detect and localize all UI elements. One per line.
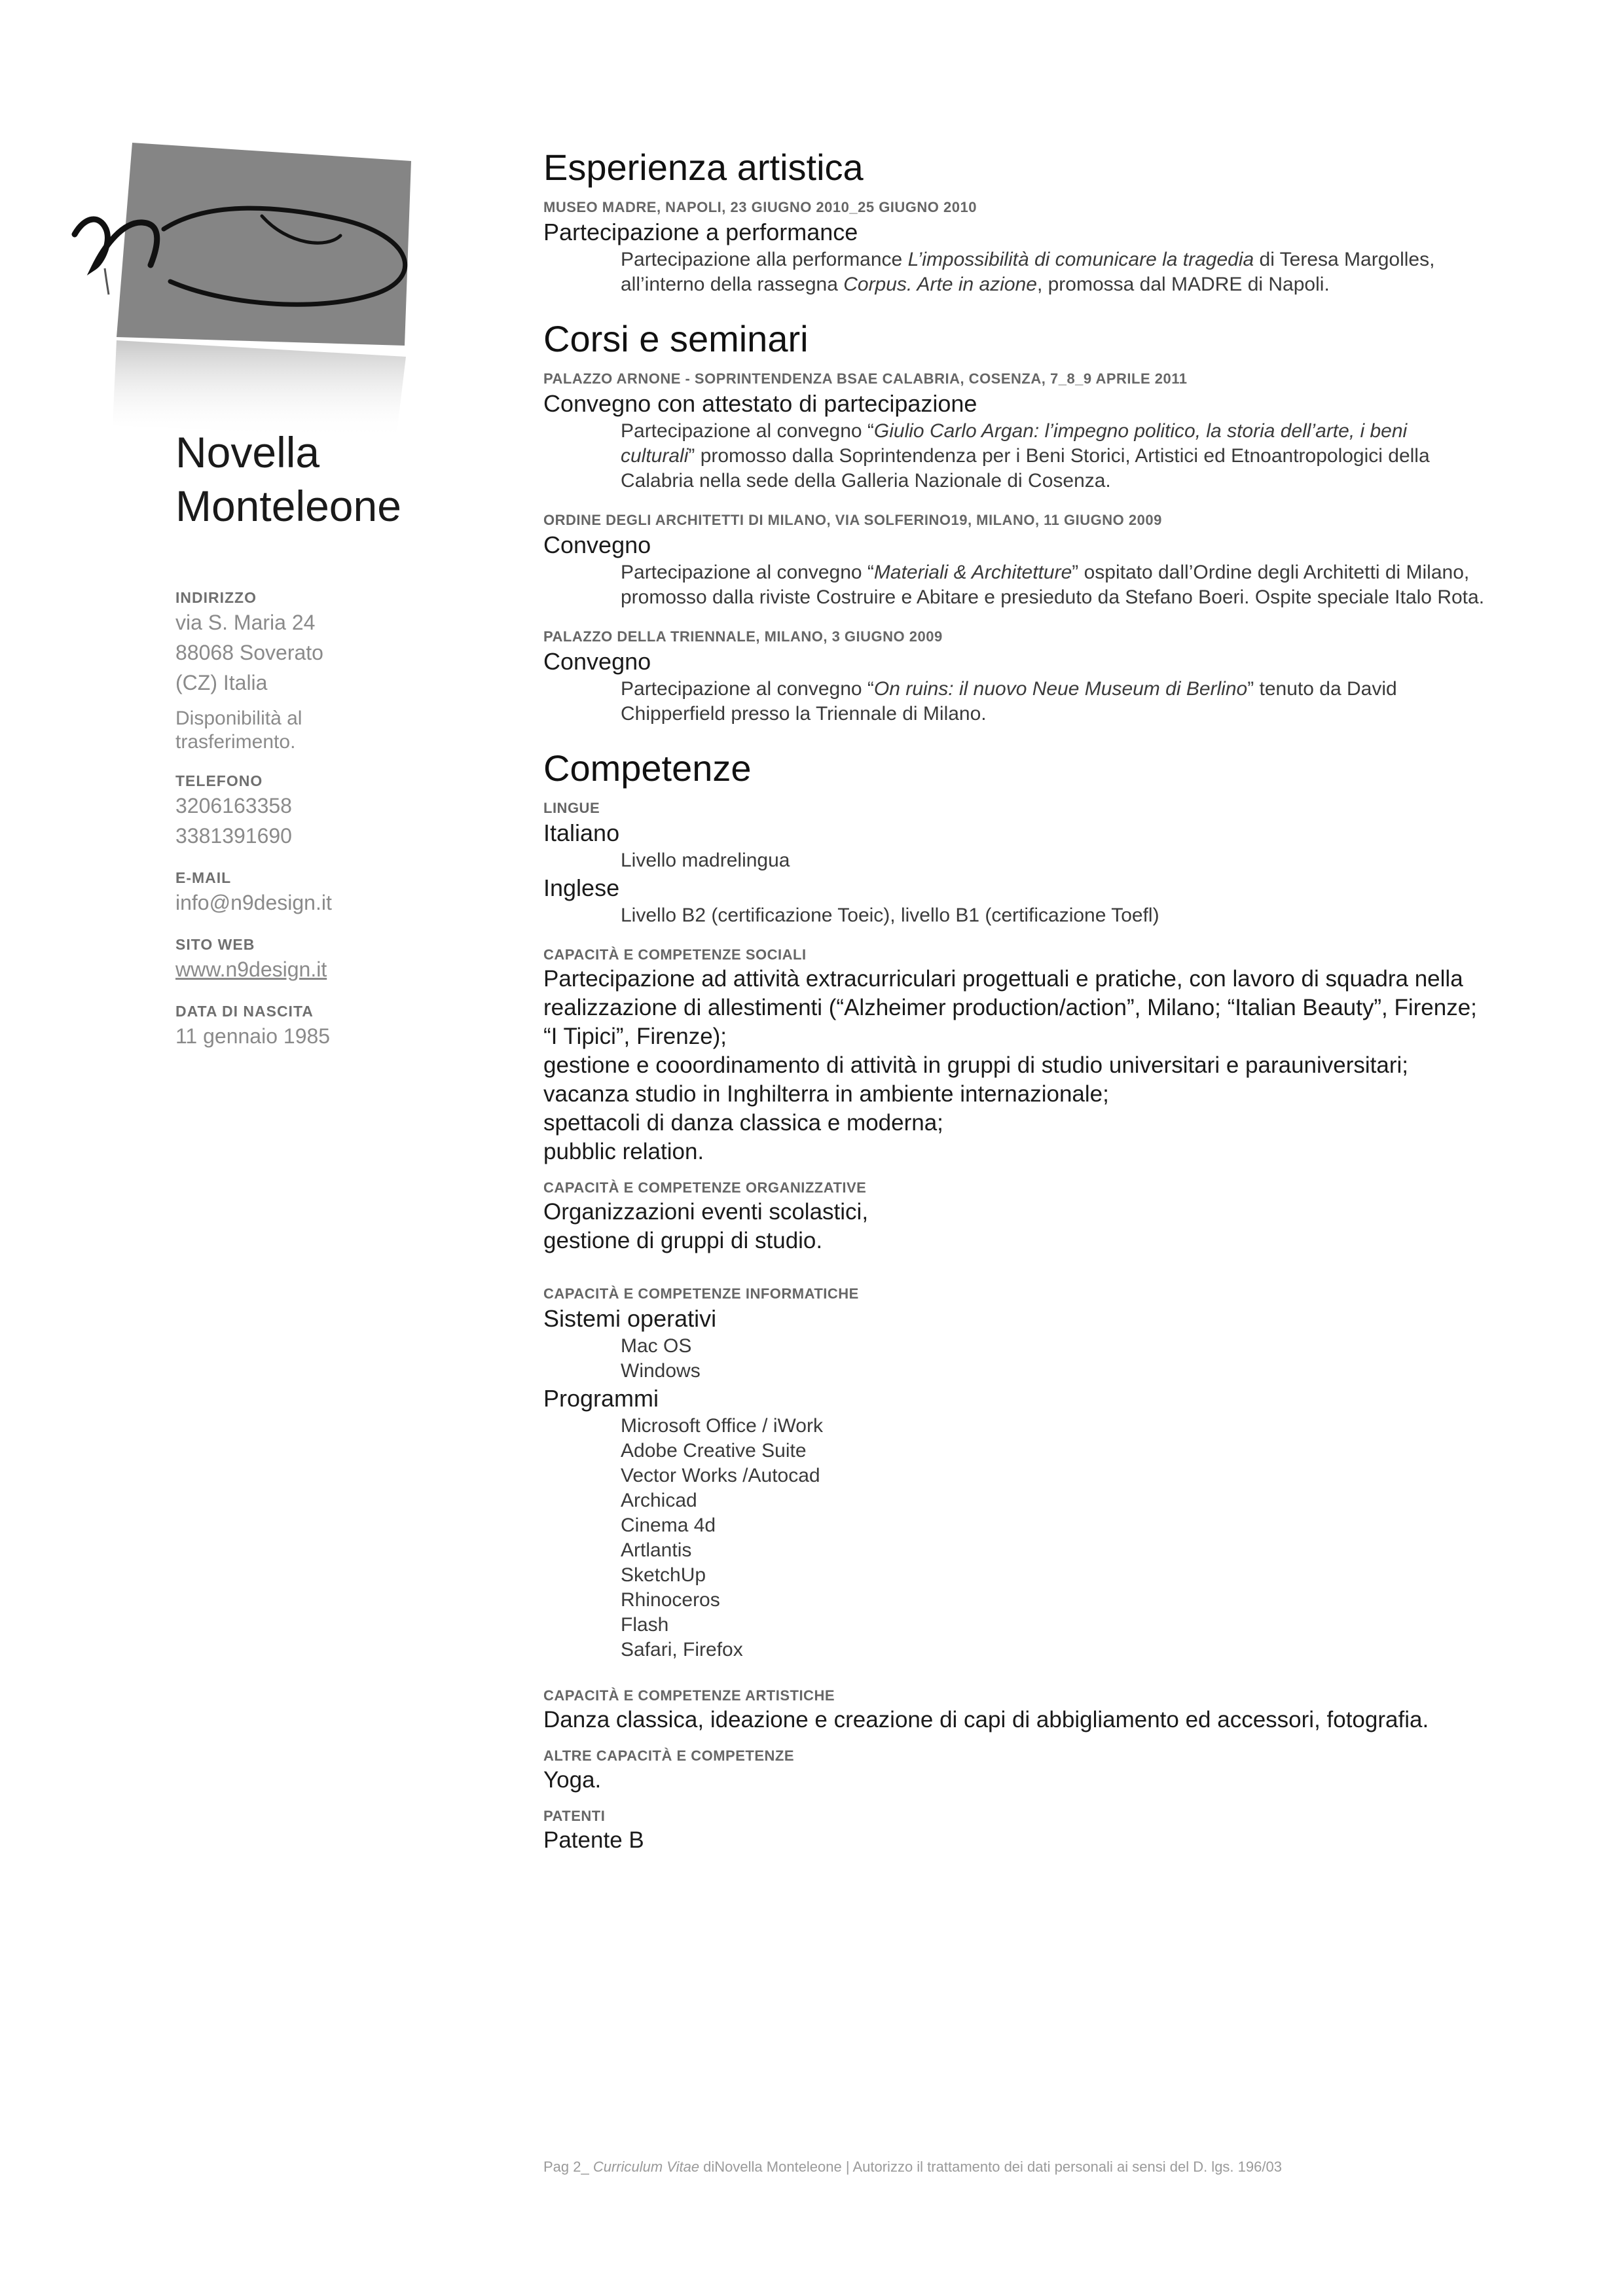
- altre-label: ALTRE CAPACITÀ E COMPETENZE: [543, 1748, 795, 1764]
- section-competenze: [543, 746, 1486, 1855]
- language-name: Italiano: [543, 819, 620, 846]
- entry-kicker: ORDINE DEGLI ARCHITETTI DI MILANO, VIA SOLFERINO19, MILANO, 11 GIUGNO 2009: [543, 512, 1162, 528]
- entry-description: Partecipazione alla performance L’impossibilità di comunicare la tragedia di Teresa Margolles, all’interno della rassegna Corpus. Arte in azione, promossa dal MADRE di Napoli.: [621, 249, 1435, 295]
- organizzative-label: CAPACITÀ E COMPETENZE ORGANIZZATIVE: [543, 1179, 867, 1196]
- sociali-label: CAPACITÀ E COMPETENZE SOCIALI: [543, 946, 807, 963]
- website-link[interactable]: www.n9design.it: [175, 958, 327, 981]
- lingue-label: LINGUE: [543, 800, 600, 816]
- section-title: Competenze: [543, 747, 752, 789]
- birth-date-label: DATA DI NASCITA: [175, 1003, 314, 1020]
- section-corsi: [543, 317, 1486, 726]
- section-title: Esperienza artistica: [543, 147, 864, 188]
- address-line: (CZ) Italia: [175, 671, 268, 694]
- informatiche-label: CAPACITÀ E COMPETENZE INFORMATICHE: [543, 1285, 859, 1302]
- text-line: gestione e cooordinamento di attività in gruppi di studio universitari e parauniversitari;: [543, 1052, 1409, 1078]
- entry-description: Partecipazione al convegno “Giulio Carlo Argan: l’impegno politico, la storia dell’arte, i beni culturali” promosso dalla Soprintendenza per i Beni Storici, Artistici ed Etnoantropologici della Calabria nella sede della Galleria Nazionale di Cosenza.: [621, 420, 1430, 492]
- language-name: Inglese: [543, 874, 620, 901]
- phone-number: 3381391690: [175, 824, 292, 848]
- footer-cv: Curriculum Vitae: [593, 2159, 700, 2175]
- cv-main: [543, 145, 1486, 1874]
- email-value: info@n9design.it: [175, 891, 332, 914]
- entry-subtitle: Partecipazione a performance: [543, 219, 858, 245]
- text-line: gestione di gruppi di studio.: [543, 1228, 823, 1253]
- patenti-text: Patente B: [543, 1827, 644, 1853]
- program-item: Microsoft Office / iWork: [621, 1415, 823, 1437]
- program-item: Rhinoceros: [621, 1589, 720, 1611]
- entry-subtitle: Convegno con attestato di partecipazione: [543, 390, 977, 417]
- entry-subtitle: Convegno: [543, 648, 651, 675]
- entry-subtitle: Convegno: [543, 531, 651, 558]
- altre-text: Yoga.: [543, 1767, 602, 1793]
- email-label: E-MAIL: [175, 869, 232, 886]
- section-esperienza: [543, 145, 1486, 297]
- organizzative-text: [543, 1198, 1486, 1255]
- person-name: [175, 425, 401, 533]
- text-line: spettacoli di danza classica e moderna;: [543, 1110, 943, 1136]
- os-item: Mac OS: [621, 1335, 692, 1357]
- program-item: Archicad: [621, 1490, 697, 1511]
- patenti-label: PATENTI: [543, 1808, 606, 1824]
- footer-rest: diNovella Monteleone | Autorizzo il trattamento dei dati personali ai sensi del D. lgs. 196/03: [699, 2159, 1282, 2175]
- availability-line: trasferimento.: [175, 731, 296, 753]
- language-level: Livello madrelingua: [621, 850, 790, 871]
- program-item: Flash: [621, 1614, 669, 1636]
- program-item: Adobe Creative Suite: [621, 1440, 807, 1462]
- os-item: Windows: [621, 1360, 701, 1382]
- text-line: Organizzazioni eventi scolastici,: [543, 1199, 869, 1225]
- os-title: Sistemi operativi: [543, 1305, 717, 1332]
- artistiche-text: Danza classica, ideazione e creazione di capi di abbigliamento ed accessori, fotografia.: [543, 1707, 1429, 1732]
- program-item: Vector Works /Autocad: [621, 1465, 820, 1486]
- language-level: Livello B2 (certificazione Toeic), livello B1 (certificazione Toefl): [621, 905, 1159, 926]
- address-label: INDIRIZZO: [175, 589, 257, 606]
- program-item: Artlantis: [621, 1539, 692, 1561]
- entry-kicker: MUSEO MADRE, NAPOLI, 23 GIUGNO 2010_25 GIUGNO 2010: [543, 199, 977, 215]
- availability-line: Disponibilità al: [175, 708, 302, 729]
- entry-kicker: PALAZZO ARNONE - SOPRINTENDENZA BSAE CALABRIA, COSENZA, 7_8_9 APRILE 2011: [543, 370, 1188, 387]
- program-item: SketchUp: [621, 1564, 706, 1586]
- sociali-text: [543, 965, 1486, 1166]
- text-line: vacanza studio in Inghilterra in ambiente internazionale;: [543, 1081, 1109, 1107]
- n9-logo: [65, 137, 432, 445]
- address-line: via S. Maria 24: [175, 611, 316, 634]
- last-name: Monteleone: [175, 482, 401, 530]
- address-line: 88068 Soverato: [175, 641, 323, 664]
- first-name: Novella: [175, 428, 320, 476]
- website-label: SITO WEB: [175, 936, 255, 953]
- text-line: “I Tipici”, Firenze);: [543, 1024, 727, 1049]
- section-title: Corsi e seminari: [543, 318, 809, 359]
- footer-page: Pag 2_: [543, 2159, 593, 2175]
- program-item: Safari, Firefox: [621, 1639, 743, 1660]
- artistiche-label: CAPACITÀ E COMPETENZE ARTISTICHE: [543, 1687, 835, 1704]
- birth-date: 11 gennaio 1985: [175, 1024, 331, 1048]
- programs-title: Programmi: [543, 1385, 659, 1412]
- page-footer: [543, 2159, 1282, 2176]
- entry-description: Partecipazione al convegno “Materiali & Architetture” ospitato dall’Ordine degli Architetti di Milano, promosso dalla riviste Costruire e Abitare e presieduto da Stefano Boeri. Ospite speciale Italo Rota.: [621, 562, 1485, 608]
- entry-kicker: PALAZZO DELLA TRIENNALE, MILANO, 3 GIUGNO 2009: [543, 628, 943, 645]
- availability-note: [175, 707, 411, 754]
- text-line: pubblic relation.: [543, 1139, 704, 1164]
- program-item: Cinema 4d: [621, 1515, 716, 1536]
- entry-description: Partecipazione al convegno “On ruins: il nuovo Neue Museum di Berlino” tenuto da David Chipperfield presso la Triennale di Milano.: [621, 678, 1397, 725]
- text-line: Partecipazione ad attività extracurriculari progettuali e pratiche, con lavoro di squadra nella: [543, 966, 1463, 992]
- contact-panel: [175, 588, 411, 1051]
- phone-label: TELEFONO: [175, 772, 263, 789]
- text-line: realizzazione di allestimenti (“Alzheimer production/action”, Milano; “Italian Beauty”, Firenze;: [543, 995, 1477, 1020]
- phone-number: 3206163358: [175, 794, 292, 817]
